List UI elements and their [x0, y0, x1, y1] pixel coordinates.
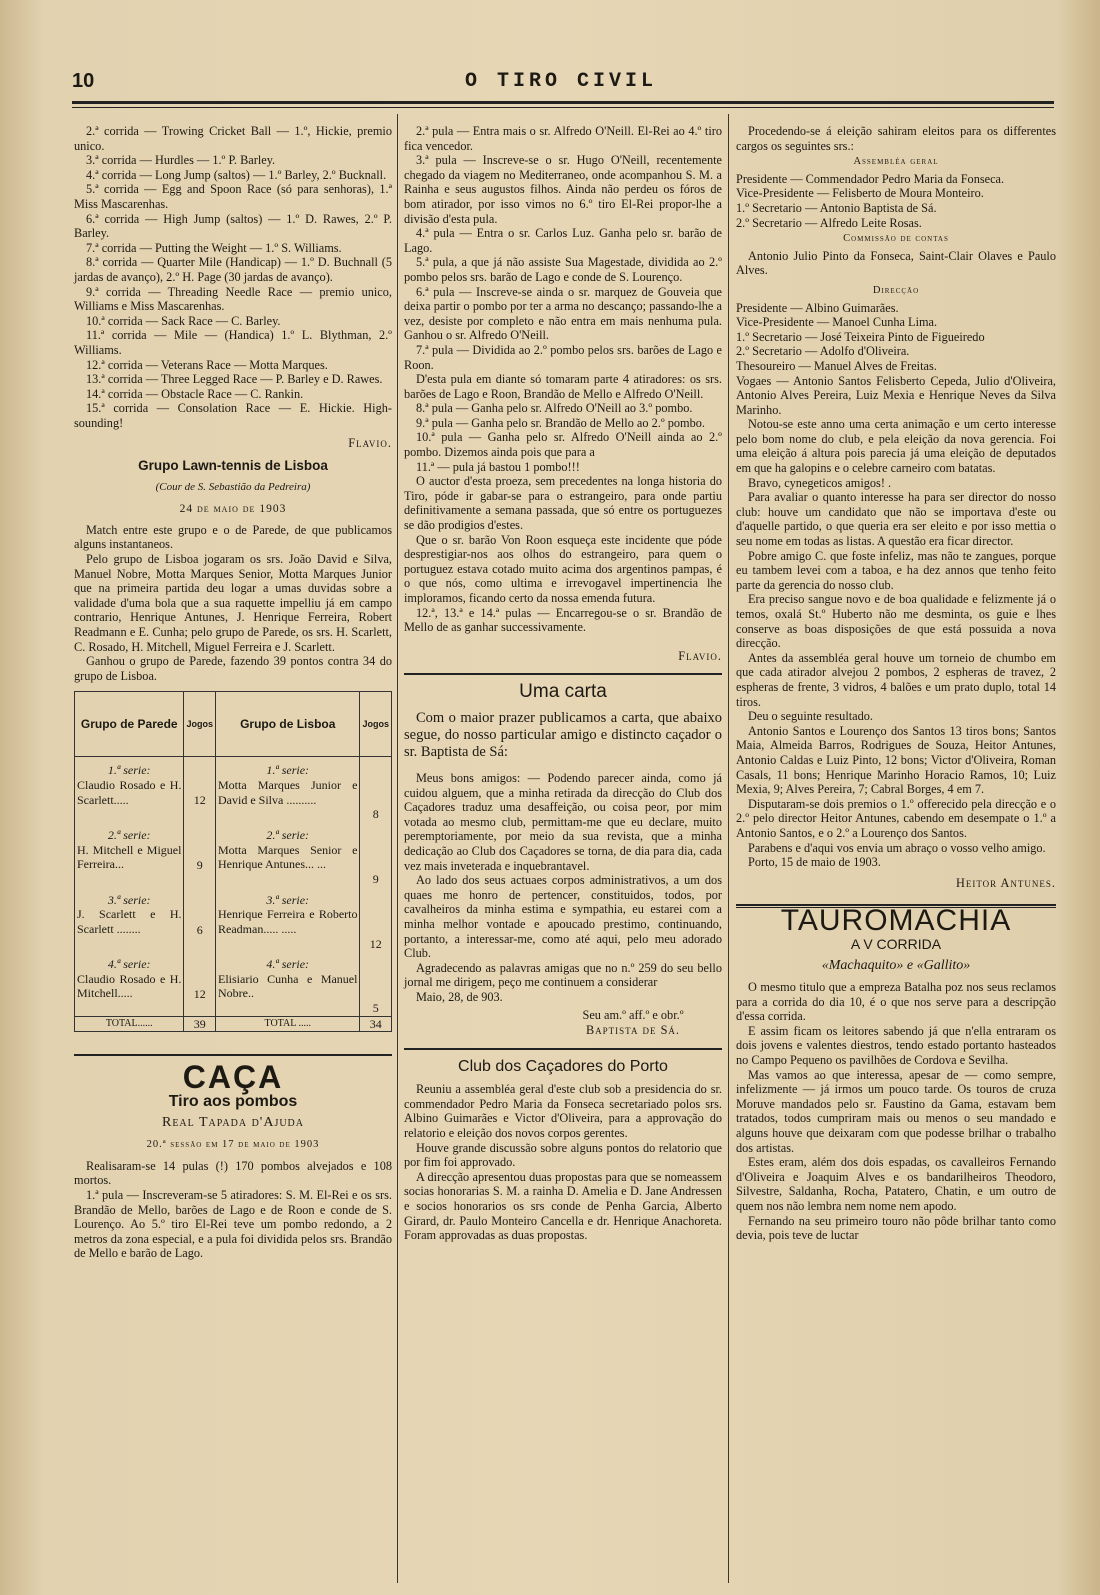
paragraph: 12.ª corrida — Veterans Race — Motta Marques. [86, 357, 328, 372]
table-cell: 9 [360, 822, 392, 887]
header-rule-thin [72, 107, 1054, 108]
pair-names: Claudio Rosado e H. Scarlett..... [77, 777, 182, 807]
paragraph: Bravo, cynegeticos amigos! . [748, 475, 892, 490]
section-subtitle: (Cour de S. Sebastião da Pedreira) [155, 480, 311, 493]
paragraph: 10.ª pula — Ganha pelo sr. Alfredo O'Neill ainda ao 2.º pombo. Dizemos ainda pois que para a [404, 430, 722, 460]
paragraph: Procedendo-se á eleição sahiram eleitos para os differentes cargos os seguintes srs.: [736, 124, 1056, 153]
paragraph: E assim ficam os leitores sabendo já que n'ella entraram os dois jovens e valentes diestros, tendo estado portanto hasteados no Campo Pequeno os pavilhões de Cordova e Sevilha. [736, 1023, 1056, 1068]
club-text [404, 1082, 722, 1243]
subhead: Direcção [872, 284, 920, 296]
table-cell: 8 [360, 757, 392, 822]
paragraph: Estes eram, além dos dois espadas, os cavalleiros Fernando d'Oliveira e Joaquim Alves e os bandarilheiros Theodoro, Silvestre, Saldanha, Rocha, Patatero, Chatin, e um outro de quem nos não lembra nem nome nem apodo. [736, 1155, 1056, 1213]
paragraph: Para avaliar o quanto interesse ha para ser director do nosso club: houve um candidato que não se importava d'este ou d'aquelle partido, o que queria era ser eleito e por isso mettia o seu nome em todas as listas. A questão era ficar director. [736, 490, 1056, 549]
section-title: Tiro aos pombos [168, 1092, 298, 1110]
paragraph: Disputaram-se dois premios o 1.º offerecido pela direcção e o 2.º pelo director Heitor Antunes, cabendo em desempate o 1.º a Antonio Santos, e o 2.º a Lourenço dos Santos. [736, 796, 1056, 840]
paragraph: Match entre este grupo e o de Parede, de que publicamos alguns instantaneos. [74, 522, 392, 552]
paragraph: Parabens e d'aqui vos envia um abraço o vosso velho amigo. [748, 840, 1046, 855]
serie-label: 2.ª serie: [107, 827, 151, 842]
paragraph: Com o maior prazer publicamos a carta, que abaixo segue, do nosso particular amigo e distincto caçador o sr. Baptista de Sá: [404, 709, 722, 760]
paragraph: D'esta pula em diante só tomaram parte 4 atiradores: os srs. barões de Lago e Roon, Brandão de Mello e Alfredo O'Neill. [404, 372, 722, 401]
carta-text [404, 771, 722, 1005]
column-1 [74, 124, 392, 1261]
pair-names: Henrique Ferreira e Roberto Readman..... ..... [218, 907, 358, 936]
paragraph: Pelo grupo de Lisboa jogaram os srs. João David e Silva, Manuel Nobre, Motta Marques Senior, Motta Marques Junior que na primeira partida deu logar a umas duvidas sobre a validade d'uma bola que a sua raquette impelliu já em campo contrario, Henrique Antunes, J. Henrique Ferreira, Robert Readmann e E. Cunha; pelo grupo de Parede, os srs. H. Scarlett, C. Rosado, H. Mitchell, Miguel Ferreira e J. Scarlett. [74, 552, 392, 654]
total-value: 34 [360, 1016, 392, 1032]
page-header [72, 70, 1050, 94]
paragraph: Agradecendo as palavras amigas que no n.º 259 do seu bello jornal me dirigem, peço me continuem a considerar [404, 960, 722, 990]
serie-label: 3.ª serie: [107, 892, 151, 907]
table-cell: 5 [360, 951, 392, 1016]
table-cell [216, 822, 360, 887]
assembly-list [736, 172, 1056, 230]
paragraph: 1.º Secretario — Antonio Baptista de Sá. [736, 200, 937, 215]
section-rule [404, 1048, 722, 1050]
paragraph: 3.ª pula — Inscreve-se o sr. Hugo O'Neill, recentemente chegado da viagem no Mediterraneo, onde acompanhou S. M. a Rainha e seus augustos filhos. Ainda não perdeu os fóros de bom atirador, por isso vimos no 6.º tiro El-Rei propor-lhe a divisão d'esta pula. [404, 153, 722, 226]
section-date: 24 de maio de 1903 [179, 503, 287, 516]
paragraph: 2.º Secretario — Adolfo d'Oliveira. [736, 344, 910, 359]
paragraph: Vogaes — Antonio Santos Felisberto Cepeda, Julio d'Oliveira, Antonio Alves Pereira, Luiz Mexia e Henrique Neves da Silva Marinho. [736, 373, 1056, 417]
paragraph: 5.ª pula, a que já não assiste Sua Magestade, dividida ao 2.º pombo pelos srs. barão de Lago e conde de S. Lourenço. [404, 255, 722, 284]
paragraph: 1.ª pula — Inscreveram-se 5 atiradores: S. M. El-Rei e os srs. Brandão de Mello, barões de Lago e de Roon e conde de S. Lourenço. Ao 5.º tiro El-Rei teve um pombo redondo, a 2 metros da zona especial, e a pula foi dividida pelos srs. Brandão de Mello e barão de Lago. [74, 1187, 392, 1261]
paragraph: 6.ª corrida — High Jump (saltos) — 1.º D. Rawes, 2.º P. Barley. [74, 211, 392, 241]
column-3 [736, 124, 1056, 1243]
table-cell: 12 [184, 757, 216, 822]
paragraph: 2.ª corrida — Trowing Cricket Ball — 1.º, Hickie, premio unico. [74, 124, 392, 153]
table-row [75, 822, 392, 887]
pair-names: Motta Marques Junior e David e Silva .......... [218, 777, 358, 807]
paragraph: O auctor d'esta proeza, sem precedentes na longa historia do Tiro, póde ir gabar-se para o estrangeiro, para onde partiu definitivamente a semana passada, que só entre os portuguezes se dão prodigios d'estes. [404, 474, 722, 533]
paragraph: 12.ª, 13.ª e 14.ª pulas — Encarregou-se o sr. Brandão de Mello de as ganhar successivamente. [404, 605, 722, 635]
paragraph: Antes da assembléa geral houve um torneio de chumbo em que cada atirador alvejou 2 pombos, 2 espheras de travez, 2 espheras de frente, 3 vidros, 4 balões e um prato duplo, total 14 tiros. [736, 650, 1056, 709]
paragraph: 11.ª — pula já bastou 1 pombo!!! [416, 459, 580, 474]
paragraph: Pobre amigo C. que foste infeliz, mas não te zangues, porque eu tambem levei com a taboa, e ha dez annos que tenho feito parte da gerencia do nosso club. [736, 548, 1056, 592]
signature: Heitor Antunes. [955, 875, 1056, 890]
paragraph: Meus bons amigos: — Podendo parecer ainda, como já cuidou alguem, que a minha retirada da direcção do Club dos Caçadores traduz uma desaffeição, ou coisa peor, por mim votada ao mesmo club, permittam-me que eu declare, muito peremptoriamente, por meio da sua revista, que a minha dedicação ao Club dos Caçadores se torna, de dia para dia, cada vez mais inveterada e inquebrantavel. [404, 770, 722, 873]
paragraph: Vice-Presidente — Manoel Cunha Lima. [736, 315, 938, 330]
athletics-results [74, 124, 392, 430]
total-label: TOTAL...... [75, 1016, 184, 1032]
table-header-cell: Jogos [184, 692, 216, 757]
pair-names: Elisiario Cunha e Manuel Nobre.. [218, 971, 358, 1001]
newspaper-title: O TIRO CIVIL [464, 70, 658, 93]
paragraph: Maio, 28, de 903. [416, 989, 503, 1004]
section-title: Uma carta [519, 681, 607, 703]
table-cell [75, 887, 184, 952]
paragraph: Porto, 15 de maio de 1903. [748, 855, 881, 870]
column-2 [404, 124, 722, 1243]
paragraph: Presidente — Commendador Pedro Maria da Fonseca. [736, 171, 1005, 186]
paragraph: Presidente — Albino Guimarães. [736, 300, 899, 315]
signature: Flavio. [678, 648, 722, 663]
header-rule [72, 101, 1054, 104]
table-header [75, 692, 392, 757]
lawn-tennis-text [74, 523, 392, 684]
table-header-cell: Jogos [360, 692, 392, 757]
table-cell: 6 [184, 887, 216, 952]
table-cell: 9 [184, 822, 216, 887]
table-cell: 12 [360, 887, 392, 952]
paragraph: Houve grande discussão sobre alguns pontos do relatorio que por fim foi approvado. [404, 1140, 722, 1170]
caca-heading: CAÇA [182, 1059, 284, 1096]
subhead: Commissão de contas [843, 233, 949, 245]
paragraph: 4.ª corrida — Long Jump (saltos) — 1.º Barley, 2.º Bucknall. [86, 167, 387, 182]
paragraph: Antonio Julio Pinto da Fonseca, Saint-Clair Olaves e Paulo Alves. [736, 248, 1056, 278]
paragraph: Thesoureiro — Manuel Alves de Freitas. [736, 358, 937, 373]
paragraph: 2.º Secretario — Alfredo Leite Rosas. [736, 215, 922, 230]
section-date: 20.ª sessão em 17 de maio de 1903 [146, 1139, 320, 1151]
pair-names: Motta Marques Senior e Henrique Antunes... ... [218, 842, 358, 872]
pair-names: H. Mitchell e Miguel Ferreira... [77, 842, 182, 872]
table-cell [75, 757, 184, 822]
paragraph: 9.ª corrida — Threading Needle Race — premio unico, Williams e Miss Mascarenhas. [74, 284, 392, 314]
section-title: A V CORRIDA [850, 935, 942, 952]
signature: Baptista de Sá. [585, 1023, 681, 1038]
table-row [75, 757, 392, 822]
paragraph: 15.ª corrida — Consolation Race — E. Hickie. High-sounding! [74, 401, 392, 430]
serie-label: 4.ª serie: [266, 957, 310, 972]
paragraph: Ao lado dos seus actuaes corpos administrativos, a um dos quaes me honro de pertencer, constituidos, todos, por cavalheiros da minha estima e sympathia, eu estarei com a minha melhor vontade e apoucado prestimo, continuando, portanto, a interessar-me, como até aqui, pelo meu adorado Club. [404, 873, 722, 961]
paragraph: 7.ª corrida — Putting the Weight — 1.º S. Williams. [86, 240, 342, 255]
table-row [75, 887, 392, 952]
serie-label: 1.ª serie: [266, 763, 310, 778]
paragraph: Que o sr. barão Von Roon esqueça este incidente que póde desprestigiar-nos aos olhos do estrangeiro, para quem o portuguez estava cotado muito acima dos argentinos pampas, é o que nós, como ultima e irrevogavel impertinencia lhe imploramos, ficando certo da nossa emenda futura. [404, 532, 722, 605]
subhead: Assembléa geral [853, 156, 939, 168]
paragraph: 11.ª corrida — Mile — (Handica) 1.º L. Blythman, 2.º Williams. [74, 328, 392, 357]
table-cell [216, 887, 360, 952]
paragraph: 8.ª pula — Ganha pelo sr. Alfredo O'Neill ao 3.º pombo. [416, 401, 693, 416]
column-divider [728, 114, 729, 1583]
table-header-cell: Grupo de Lisboa [216, 692, 360, 757]
paragraph: 2.ª pula — Entra mais o sr. Alfredo O'Neill. El-Rei ao 4.º tiro fica vencedor. [404, 124, 722, 153]
section-rule [74, 1054, 392, 1056]
tauromachia-text [736, 980, 1056, 1243]
paragraph: 13.ª corrida — Three Legged Race — P. Barley e D. Rawes. [86, 372, 383, 387]
paragraph: Era preciso sangue novo e de boa qualidade e felizmente já o temos, oxalá St.º Huberto não me desminta, os guie e lhes conserve as boas disposições de que está possuida a nova direcção. [736, 592, 1056, 651]
paragraph: Notou-se este anno uma certa animação e um certo interesse pelo bom nome do club, e pela eleição da nova gerencia. Foi uma eleição á altura pois parecia já uma eleição de deputados em que ha galopins e o celebre carneiro com batatas. [736, 417, 1056, 476]
paragraph: 7.ª pula — Dividida ao 2.º pombo pelos srs. barões de Lago e Roon. [404, 342, 722, 372]
direction-list [736, 301, 1056, 418]
paragraph: Realisaram-se 14 pulas (!) 170 pombos alvejados e 108 mortos. [74, 1158, 392, 1188]
section-subtitle: Real Tapada d'Ajuda [161, 1114, 305, 1130]
serie-label: 2.ª serie: [266, 827, 310, 842]
total-value: 39 [184, 1016, 216, 1032]
pair-names: Claudio Rosado e H. Mitchell..... [77, 971, 182, 1001]
paragraph: 3.ª corrida — Hurdles — 1.º P. Barley. [86, 153, 276, 168]
paragraph: Ganhou o grupo de Parede, fazendo 39 pontos contra 34 do grupo de Lisboa. [74, 654, 392, 683]
table-cell [216, 757, 360, 822]
paragraph: O mesmo titulo que a empreza Batalha poz nos seus reclamos para a corrida do dia 10, é o que nos serve para a descripção d'essa corrida. [736, 980, 1056, 1024]
closing: Seu am.º aff.º e obr.º [582, 1008, 684, 1023]
paragraph: Reuniu a assembléa geral d'este club sob a presidencia do sr. commendador Pedro Maria da Fonseca secretariado polos srs. Albino Guimarães e Victor d'Oliveira, para a approvação do relatorio e eleição dos novos corpos gerentes. [404, 1082, 722, 1141]
table-row [75, 951, 392, 1016]
table-cell [75, 951, 184, 1016]
table-header-cell: Grupo de Parede [75, 692, 184, 757]
paragraph: A direcção apresentou duas propostas para que se nomeassem socias honorarias S. M. a rainha D. Amelia e D. Jane Andressen e socios honorarios os srs conde de Penha Garcia, Alberto Girard, dr. Paulo Monteiro Cancella e dr. Henrique Anachoreta. Foram approvadas as duas propostas. [404, 1169, 722, 1243]
page-number: 10 [72, 70, 95, 92]
paragraph: Antonio Santos e Lourenço dos Santos 13 tiros bons; Santos Maia, Almeida Barros, Rodrigues de Souza, Heitor Antunes, Antonio Caldas e Luiz Pinto, 12 bons; Victor d'Oliveira, Roman Casals, 11 bons; Henrique Marinho Horacio Ramos, 10; Luiz Mexia, 9; Alves Pereira, 7; Cabral Borges, 4 em 7. [736, 723, 1056, 797]
paragraph: 1.º Secretario — José Teixeira Pinto de Figueiredo [736, 329, 985, 344]
signature: Flavio. [348, 436, 392, 451]
club-report-text [736, 417, 1056, 869]
paragraph: 9.ª pula — Ganha pelo sr. Brandão de Mello ao 2.º pombo. [416, 415, 705, 430]
total-label: TOTAL ..... [216, 1016, 360, 1032]
column-divider [397, 114, 398, 1583]
paragraph: Fernando na seu primeiro touro não pôde brilhar tanto como devia, pois teve de luctar [736, 1213, 1056, 1243]
serie-label: 3.ª serie: [266, 892, 310, 907]
serie-label: 1.ª serie: [107, 763, 151, 778]
paragraph: 14.ª corrida — Obstacle Race — C. Rankin. [86, 386, 304, 401]
table-cell [75, 822, 184, 887]
section-rule [404, 673, 722, 675]
table-cell: 12 [184, 951, 216, 1016]
paragraph: 4.ª pula — Entra o sr. Carlos Luz. Ganha pelo sr. barão de Lago. [404, 226, 722, 255]
pulas-text [404, 124, 722, 635]
caca-text [74, 1159, 392, 1261]
tauromachia-heading: TAUROMACHIA [780, 904, 1012, 938]
pair-names: J. Scarlett e H. Scarlett ........ [77, 907, 182, 936]
paragraph: Mas vamos ao que interessa, apesar de — como sempre, infelizmente — já irmos um pouco tarde. Os touros de cruza Moruve mandados pelo sr. Faustino da Gama, estavam bem tratados, todos cumpriram mais ou menos o seu mandado e alguns houve que deixaram com que podesse brilhar o trabalho dos artistas. [736, 1067, 1056, 1155]
table-cell [216, 951, 360, 1016]
section-title: Club dos Caçadores do Porto [458, 1057, 668, 1075]
serie-label: 4.ª serie: [107, 957, 151, 972]
section-subtitle: «Machaquito» e «Gallito» [821, 958, 971, 974]
paragraph: Deu o seguinte resultado. [748, 709, 873, 724]
paragraph: 10.ª corrida — Sack Race — C. Barley. [86, 313, 281, 328]
table-total-row [75, 1016, 392, 1032]
score-table [74, 691, 392, 1032]
paragraph: 8.ª corrida — Quarter Mile (Handicap) — 1.º D. Buchnall (5 jardas de avanço), 2.º H. Page (30 jardas de avanço). [74, 255, 392, 284]
paragraph: 5.ª corrida — Egg and Spoon Race (só para senhoras), 1.ª Miss Mascarenhas. [74, 182, 392, 211]
paragraph: Vice-Presidente — Felisberto de Moura Monteiro. [736, 186, 984, 201]
paragraph: 6.ª pula — Inscreve-se ainda o sr. marquez de Gouveia que deixa partir o pombo por ter a arma no descanço; passando-lhe a vez, desiste por completo e não entra em mais nenhuma pula. Ganhou o sr. Alfredo O'Neill. [404, 284, 722, 343]
section-title: Grupo Lawn-tennis de Lisboa [138, 458, 328, 474]
